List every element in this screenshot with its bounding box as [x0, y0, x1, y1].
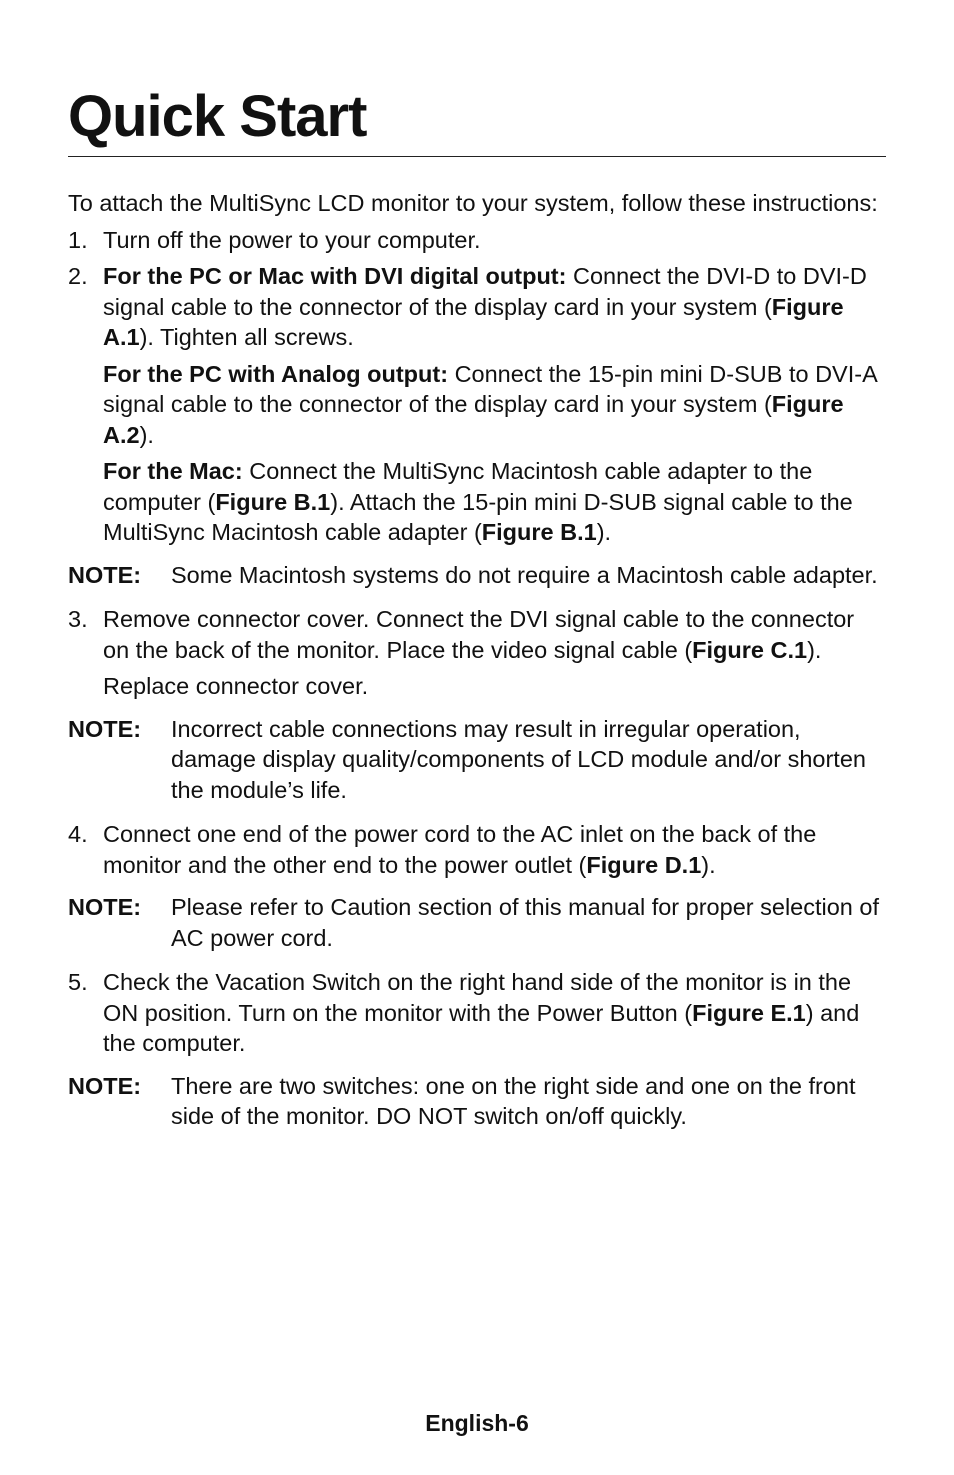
note-label: NOTE:	[68, 1072, 142, 1099]
note-3	[68, 892, 886, 953]
figure-ref: Figure B.1	[481, 519, 597, 545]
figure-ref: Figure B.1	[215, 488, 331, 515]
step-text: Connect one end of the power cord to the AC inlet on the back of the monitor and the other end to the power outlet (Figure D.1).	[103, 821, 817, 878]
step-number: 5.	[68, 969, 88, 995]
title-rule	[68, 156, 886, 157]
step-2	[68, 261, 886, 353]
dvi-digital-instructions: For the PC or Mac with DVI digital output: Connect the DVI-D to DVI-D signal cable to the connector of the display card in your system (Figure A.1). Tighten all screws.	[103, 263, 867, 350]
intro-text: To attach the MultiSync LCD monitor to your system, follow these instructions:	[68, 190, 878, 216]
step-text: Check the Vacation Switch on the right hand side of the monitor is in the ON position. Turn on the monitor with the Power Button (Figure E.1) and the computer.	[103, 969, 860, 1056]
note-label: NOTE:	[68, 561, 142, 588]
step-text: Turn off the power to your computer.	[103, 226, 481, 253]
step-body	[103, 261, 886, 353]
figure-ref: Figure A.2	[103, 391, 844, 448]
page-title: Quick Start	[68, 84, 367, 149]
note-4	[68, 1071, 886, 1132]
page-footer: English-6	[425, 1410, 529, 1436]
note-label: NOTE:	[68, 894, 142, 920]
step-text: Remove connector cover. Connect the DVI signal cable to the connector on the back of the monitor. Place the video signal cable (Figure C.1).	[103, 606, 855, 663]
bold-lead: For the PC with Analog output:	[103, 360, 449, 387]
bold-lead: For the Mac:	[103, 458, 243, 484]
note-text: Incorrect cable connections may result in irregular operation, damage display quality/components of LCD module and/or shorten the module’s life.	[171, 715, 866, 803]
note-2	[68, 714, 886, 806]
bold-lead: For the PC or Mac with DVI digital output:	[103, 263, 567, 289]
note-text: There are two switches: one on the right side and one on the front side of the monitor. DO NOT switch on/off quickly.	[171, 1072, 856, 1129]
mac-instructions: For the Mac: Connect the MultiSync Macintosh cable adapter to the computer (Figure B.1). Attach the 15-pin mini D-SUB signal cable to the MultiSync Macintosh cable adapter (Figure B.1).	[103, 458, 853, 545]
figure-ref: Figure A.1	[103, 293, 844, 350]
step-3	[68, 604, 886, 665]
step-number: 3.	[68, 606, 88, 632]
step-number: 2.	[68, 263, 88, 289]
step-1	[68, 225, 886, 256]
step-number: 1.	[68, 226, 88, 253]
note-1	[68, 560, 886, 591]
step-number: 4.	[68, 821, 88, 847]
figure-ref: Figure E.1	[692, 999, 806, 1026]
note-text: Please refer to Caution section of this manual for proper selection of AC power cord.	[171, 894, 879, 951]
note-text: Some Macintosh systems do not require a Macintosh cable adapter.	[171, 561, 878, 588]
step-3-sub: Replace connector cover.	[103, 673, 369, 699]
note-label: NOTE:	[68, 715, 142, 742]
step-5	[68, 967, 886, 1059]
figure-ref: Figure C.1	[692, 636, 808, 663]
analog-instructions: For the PC with Analog output: Connect the 15-pin mini D-SUB to DVI-A signal cable to the connector of the display card in your system (Figure A.2).	[103, 360, 877, 448]
step-4	[68, 819, 886, 880]
figure-ref: Figure D.1	[586, 851, 702, 878]
instructions	[68, 188, 886, 1146]
